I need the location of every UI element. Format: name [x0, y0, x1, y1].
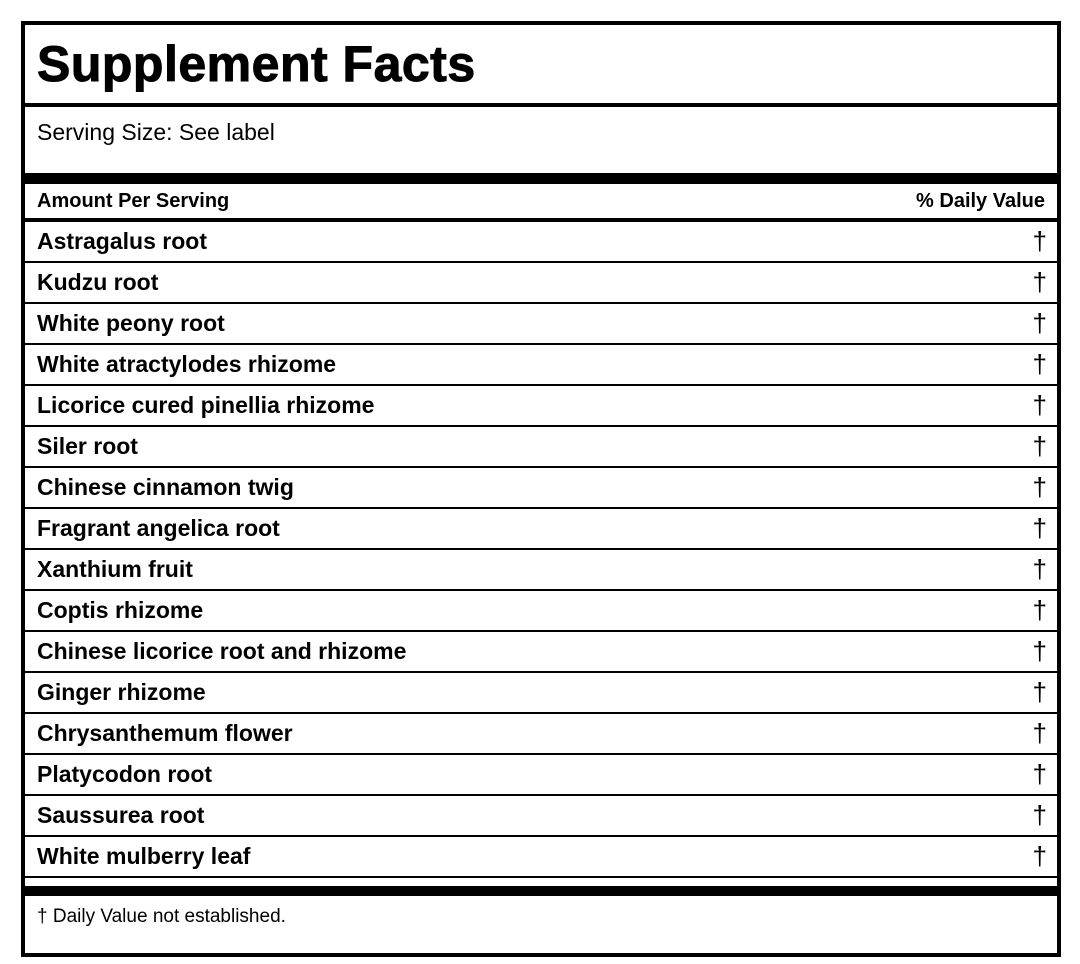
ingredient-row — [25, 632, 1057, 673]
daily-value-dagger: † — [1032, 636, 1047, 666]
ingredient-row — [25, 714, 1057, 755]
ingredient-name: Astragalus root — [37, 228, 207, 254]
ingredient-name: Chrysanthemum flower — [37, 720, 293, 746]
ingredient-name: Licorice cured pinellia rhizome — [37, 392, 375, 418]
ingredient-name: Coptis rhizome — [37, 597, 204, 623]
amount-per-serving-header: Amount Per Serving — [37, 189, 230, 212]
daily-value-dagger: † — [1032, 308, 1047, 338]
daily-value-dagger: † — [1032, 390, 1047, 420]
daily-value-dagger: † — [1032, 349, 1047, 379]
daily-value-dagger: † — [1032, 226, 1047, 256]
daily-value-dagger: † — [1032, 800, 1047, 830]
ingredient-name: Siler root — [37, 433, 138, 459]
ingredient-row — [25, 755, 1057, 796]
daily-value-header: % Daily Value — [916, 189, 1045, 212]
ingredient-name: Fragrant angelica root — [37, 515, 280, 541]
ingredient-name: Kudzu root — [37, 269, 159, 295]
thick-divider — [25, 886, 1057, 896]
ingredient-name: Chinese cinnamon twig — [37, 474, 294, 500]
ingredient-row — [25, 837, 1057, 878]
ingredient-row — [25, 222, 1057, 263]
ingredient-name: Platycodon root — [37, 761, 213, 787]
ingredient-name: Saussurea root — [37, 802, 205, 828]
serving-size: Serving Size: See label — [37, 119, 275, 145]
ingredient-row — [25, 304, 1057, 345]
ingredient-name: White peony root — [37, 310, 225, 336]
daily-value-dagger: † — [1032, 759, 1047, 789]
ingredient-row — [25, 591, 1057, 632]
ingredient-row — [25, 468, 1057, 509]
ingredient-name: Ginger rhizome — [37, 679, 206, 705]
ingredient-name: White mulberry leaf — [37, 843, 251, 869]
ingredient-row — [25, 550, 1057, 591]
ingredient-name: Xanthium fruit — [37, 556, 193, 582]
daily-value-dagger: † — [1032, 472, 1047, 502]
daily-value-dagger: † — [1032, 841, 1047, 871]
ingredient-row — [25, 509, 1057, 550]
supplement-facts-panel — [21, 21, 1061, 957]
serving-section — [25, 107, 1057, 184]
title-section — [25, 25, 1057, 107]
spacer — [25, 878, 1057, 886]
ingredient-row — [25, 386, 1057, 427]
ingredient-row — [25, 673, 1057, 714]
ingredient-list — [25, 222, 1057, 878]
ingredient-name: White atractylodes rhizome — [37, 351, 337, 377]
ingredient-row — [25, 263, 1057, 304]
ingredient-row — [25, 796, 1057, 837]
daily-value-dagger: † — [1032, 718, 1047, 748]
daily-value-dagger: † — [1032, 677, 1047, 707]
panel-title: Supplement Facts — [37, 36, 476, 92]
daily-value-dagger: † — [1032, 513, 1047, 543]
ingredient-name: Chinese licorice root and rhizome — [37, 638, 407, 664]
daily-value-dagger: † — [1032, 431, 1047, 461]
daily-value-dagger: † — [1032, 267, 1047, 297]
footnote: † Daily Value not established. — [37, 906, 286, 927]
ingredient-row — [25, 345, 1057, 386]
daily-value-dagger: † — [1032, 595, 1047, 625]
daily-value-dagger: † — [1032, 554, 1047, 584]
column-header — [25, 184, 1057, 222]
ingredient-row — [25, 427, 1057, 468]
